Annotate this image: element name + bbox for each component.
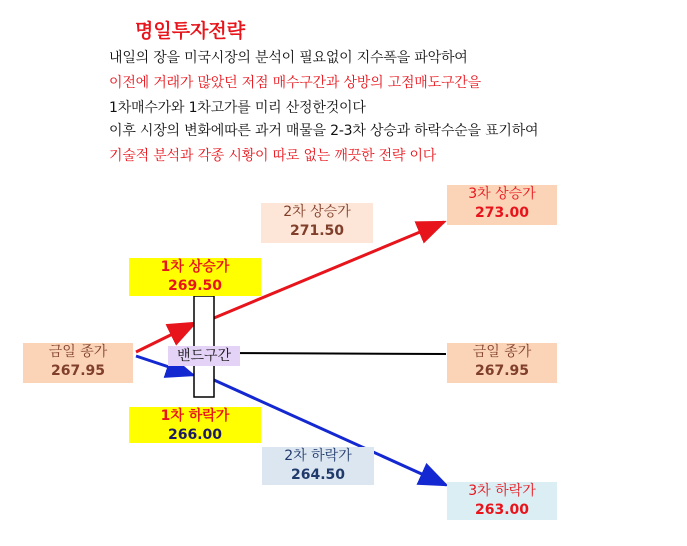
- down2-box: [262, 447, 374, 485]
- up1-value: 269.50: [167, 278, 223, 294]
- flat-line-close: [216, 353, 446, 354]
- strategy-line-5: 기술적 분석과 각종 시황이 따로 없는 깨끗한 전략 이다: [109, 148, 437, 164]
- up2-value: 271.50: [289, 223, 345, 239]
- down1-box: [129, 407, 261, 443]
- close-right-label: 금일 종가: [472, 344, 532, 360]
- up3-label: 3차 상승가: [468, 186, 536, 202]
- down2-value: 264.50: [290, 467, 346, 483]
- strategy-line-2: 이전에 거래가 많았던 저점 매수구간과 상방의 고점매도구간을: [109, 75, 481, 91]
- down3-box: [447, 482, 557, 520]
- close-left-label: 금일 종가: [48, 344, 108, 360]
- up3-box: [447, 185, 557, 225]
- up1-label: 1차 상승가: [160, 259, 230, 275]
- band-label: 밴드구간: [168, 346, 240, 366]
- close-right-value: 267.95: [474, 363, 530, 379]
- strategy-line-1: 내일의 장을 미국시장의 분석이 필요없이 지수폭을 파악하여: [109, 50, 468, 66]
- down3-label: 3차 하락가: [468, 483, 536, 499]
- strategy-line-4: 이후 시장의 변화에따른 과거 매물을 2-3차 상승과 하락수순을 표기하여: [109, 123, 539, 139]
- down3-value: 263.00: [474, 502, 530, 518]
- close-price-left-box: [23, 343, 133, 383]
- page-title: 명일투자전략: [135, 20, 246, 42]
- down1-label: 1차 하락가: [160, 408, 230, 424]
- up2-label: 2차 상승가: [283, 204, 351, 220]
- strategy-line-3: 1차매수가와 1차고가를 미리 산정한것이다: [109, 100, 366, 116]
- up1-box: [129, 258, 261, 296]
- close-price-right-box: [447, 343, 557, 383]
- up3-value: 273.00: [474, 205, 530, 221]
- close-left-value: 267.95: [50, 363, 106, 379]
- down1-value: 266.00: [167, 427, 223, 443]
- up2-box: [261, 203, 373, 243]
- down2-label: 2차 하락가: [284, 448, 352, 464]
